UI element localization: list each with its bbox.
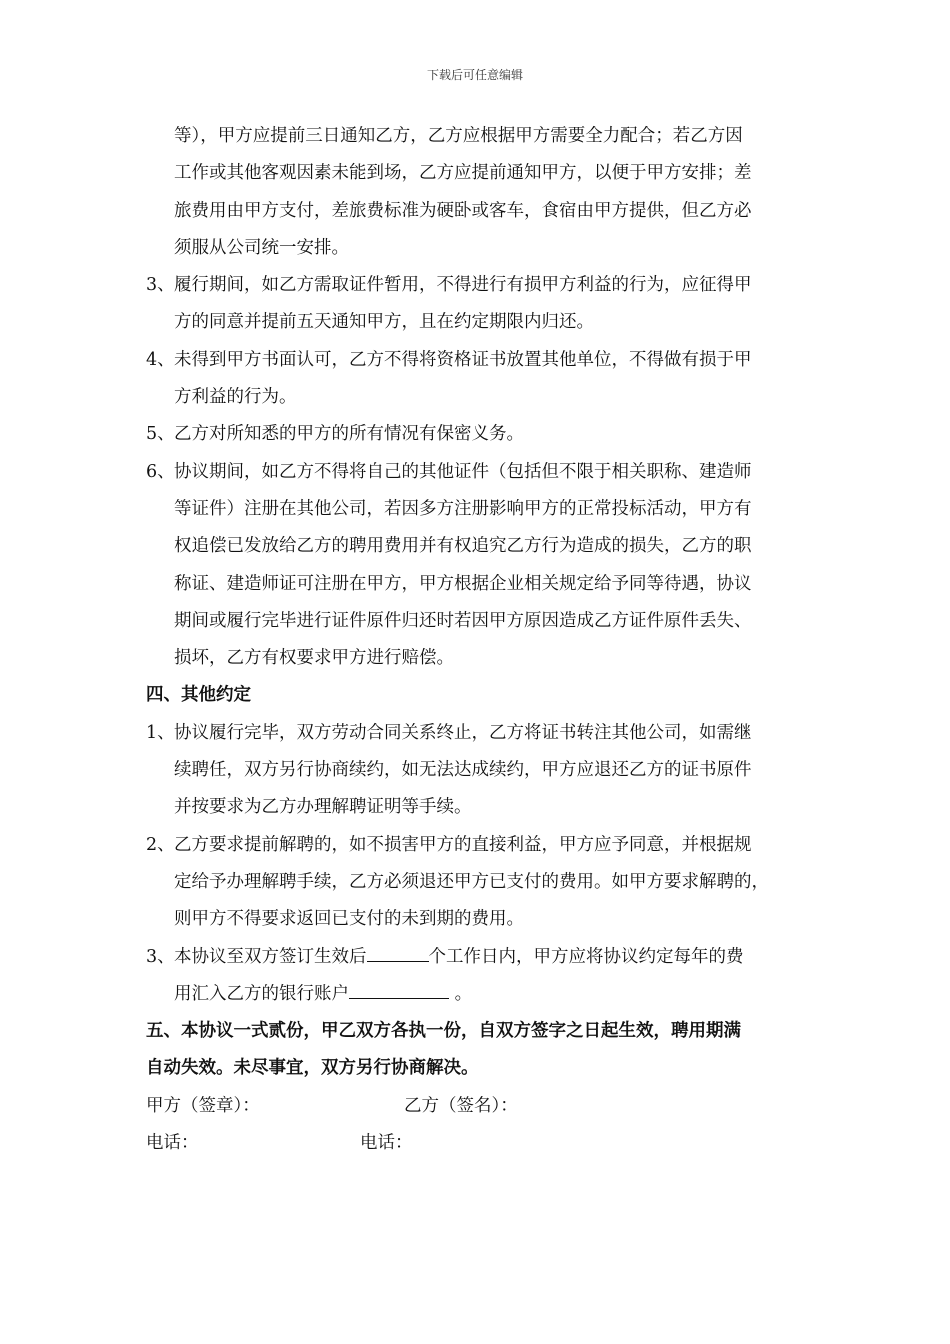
clause-text: 用汇入乙方的银行账户 <box>174 983 349 1004</box>
text-line: 自动失效。未尽事宜，双方另行协商解决。 <box>146 1058 479 1079</box>
workdays-blank <box>367 941 429 962</box>
clause-number: 2、 <box>146 834 175 855</box>
clause-number: 1、 <box>146 722 175 743</box>
continued-paragraph <box>146 118 826 267</box>
party-b-phone-label: 电话： <box>360 1133 413 1154</box>
text-line: 等证件）注册在其他公司，若因多方注册影响甲方的正常投标活动，甲方有 <box>174 498 752 519</box>
text-line: 协议期间，如乙方不得将自己的其他证件（包括但不限于相关职称、建造师 <box>174 461 752 482</box>
clause-6 <box>146 454 826 678</box>
phone-row <box>146 1125 826 1162</box>
clause-3 <box>146 267 826 342</box>
clause-4 <box>146 342 826 417</box>
text-line: 协议履行完毕，双方劳动合同关系终止，乙方将证书转注其他公司，如需继 <box>174 722 752 743</box>
text-line: 并按要求为乙方办理解聘证明等手续。 <box>174 797 472 818</box>
text-line: 称证、建造师证可注册在甲方，甲方根据企业相关规定给予同等待遇，协议 <box>174 573 752 594</box>
clause-number: 5、 <box>146 424 175 445</box>
other-clause-2 <box>146 827 826 939</box>
text-line: 乙方对所知悉的甲方的所有情况有保密义务。 <box>174 424 524 445</box>
clause-text: 本协议至双方签订生效后 <box>174 946 367 967</box>
text-line: 续聘任，双方另行协商续约，如无法达成续约，甲方应退还乙方的证书原件 <box>174 760 752 781</box>
clause-number: 6、 <box>146 461 175 482</box>
party-a-signature-label: 甲方（签章）： <box>146 1095 260 1116</box>
bank-account-blank <box>349 978 449 999</box>
text-line: 履行期间，如乙方需取证件暂用，不得进行有损甲方利益的行为，应征得甲 <box>174 275 752 296</box>
other-clause-1 <box>146 715 826 827</box>
clause-text: 。 <box>449 983 473 1004</box>
text-line: 损坏，乙方有权要求甲方进行赔偿。 <box>174 648 454 669</box>
text-line: 五、本协议一式贰份，甲乙双方各执一份，自双方签字之日起生效，聘用期满 <box>146 1021 741 1042</box>
clause-text: 个工作日内，甲方应将协议约定每年的费 <box>428 946 744 967</box>
clause-number: 3、 <box>146 275 175 296</box>
party-b-signature-label: 乙方（签名）： <box>404 1095 518 1116</box>
text-line: 定给予办理解聘手续，乙方必须退还甲方已支付的费用。如甲方要求解聘的， <box>174 871 769 892</box>
clause-number: 4、 <box>146 349 175 370</box>
document-body <box>146 118 826 1162</box>
text-line: 方利益的行为。 <box>174 387 297 408</box>
text-line: 须服从公司统一安排。 <box>174 237 349 258</box>
text-line: 期间或履行完毕进行证件原件归还时若因甲方原因造成乙方证件原件丢失、 <box>174 610 752 631</box>
signature-row <box>146 1088 826 1125</box>
page-header: 下载后可任意编辑 <box>426 68 523 82</box>
text-line: 乙方要求提前解聘的，如不损害甲方的直接利益，甲方应予同意，并根据规 <box>174 834 752 855</box>
text-line: 旅费用由甲方支付，差旅费标准为硬卧或客车，食宿由甲方提供，但乙方必 <box>174 200 752 221</box>
text-line: 则甲方不得要求返回已支付的未到期的费用。 <box>174 909 524 930</box>
text-line: 未得到甲方书面认可，乙方不得将资格证书放置其他单位，不得做有损于甲 <box>174 349 752 370</box>
clause-5 <box>146 416 826 453</box>
text-line: 工作或其他客观因素未能到场，乙方应提前通知甲方，以便于甲方安排；差 <box>174 163 752 184</box>
clause-number: 3、 <box>146 946 175 967</box>
text-line: 等），甲方应提前三日通知乙方，乙方应根据甲方需要全力配合；若乙方因 <box>174 126 743 146</box>
text-line <box>174 939 826 976</box>
section-heading: 四、其他约定 <box>146 685 251 706</box>
text-line: 方的同意并提前五天通知甲方，且在约定期限内归还。 <box>174 312 594 333</box>
other-clause-3 <box>146 939 826 1014</box>
party-a-phone-label: 电话： <box>146 1133 199 1154</box>
text-line <box>174 976 826 1013</box>
section-5 <box>146 1013 826 1088</box>
text-line: 权追偿已发放给乙方的聘用费用并有权追究乙方行为造成的损失，乙方的职 <box>174 536 752 557</box>
